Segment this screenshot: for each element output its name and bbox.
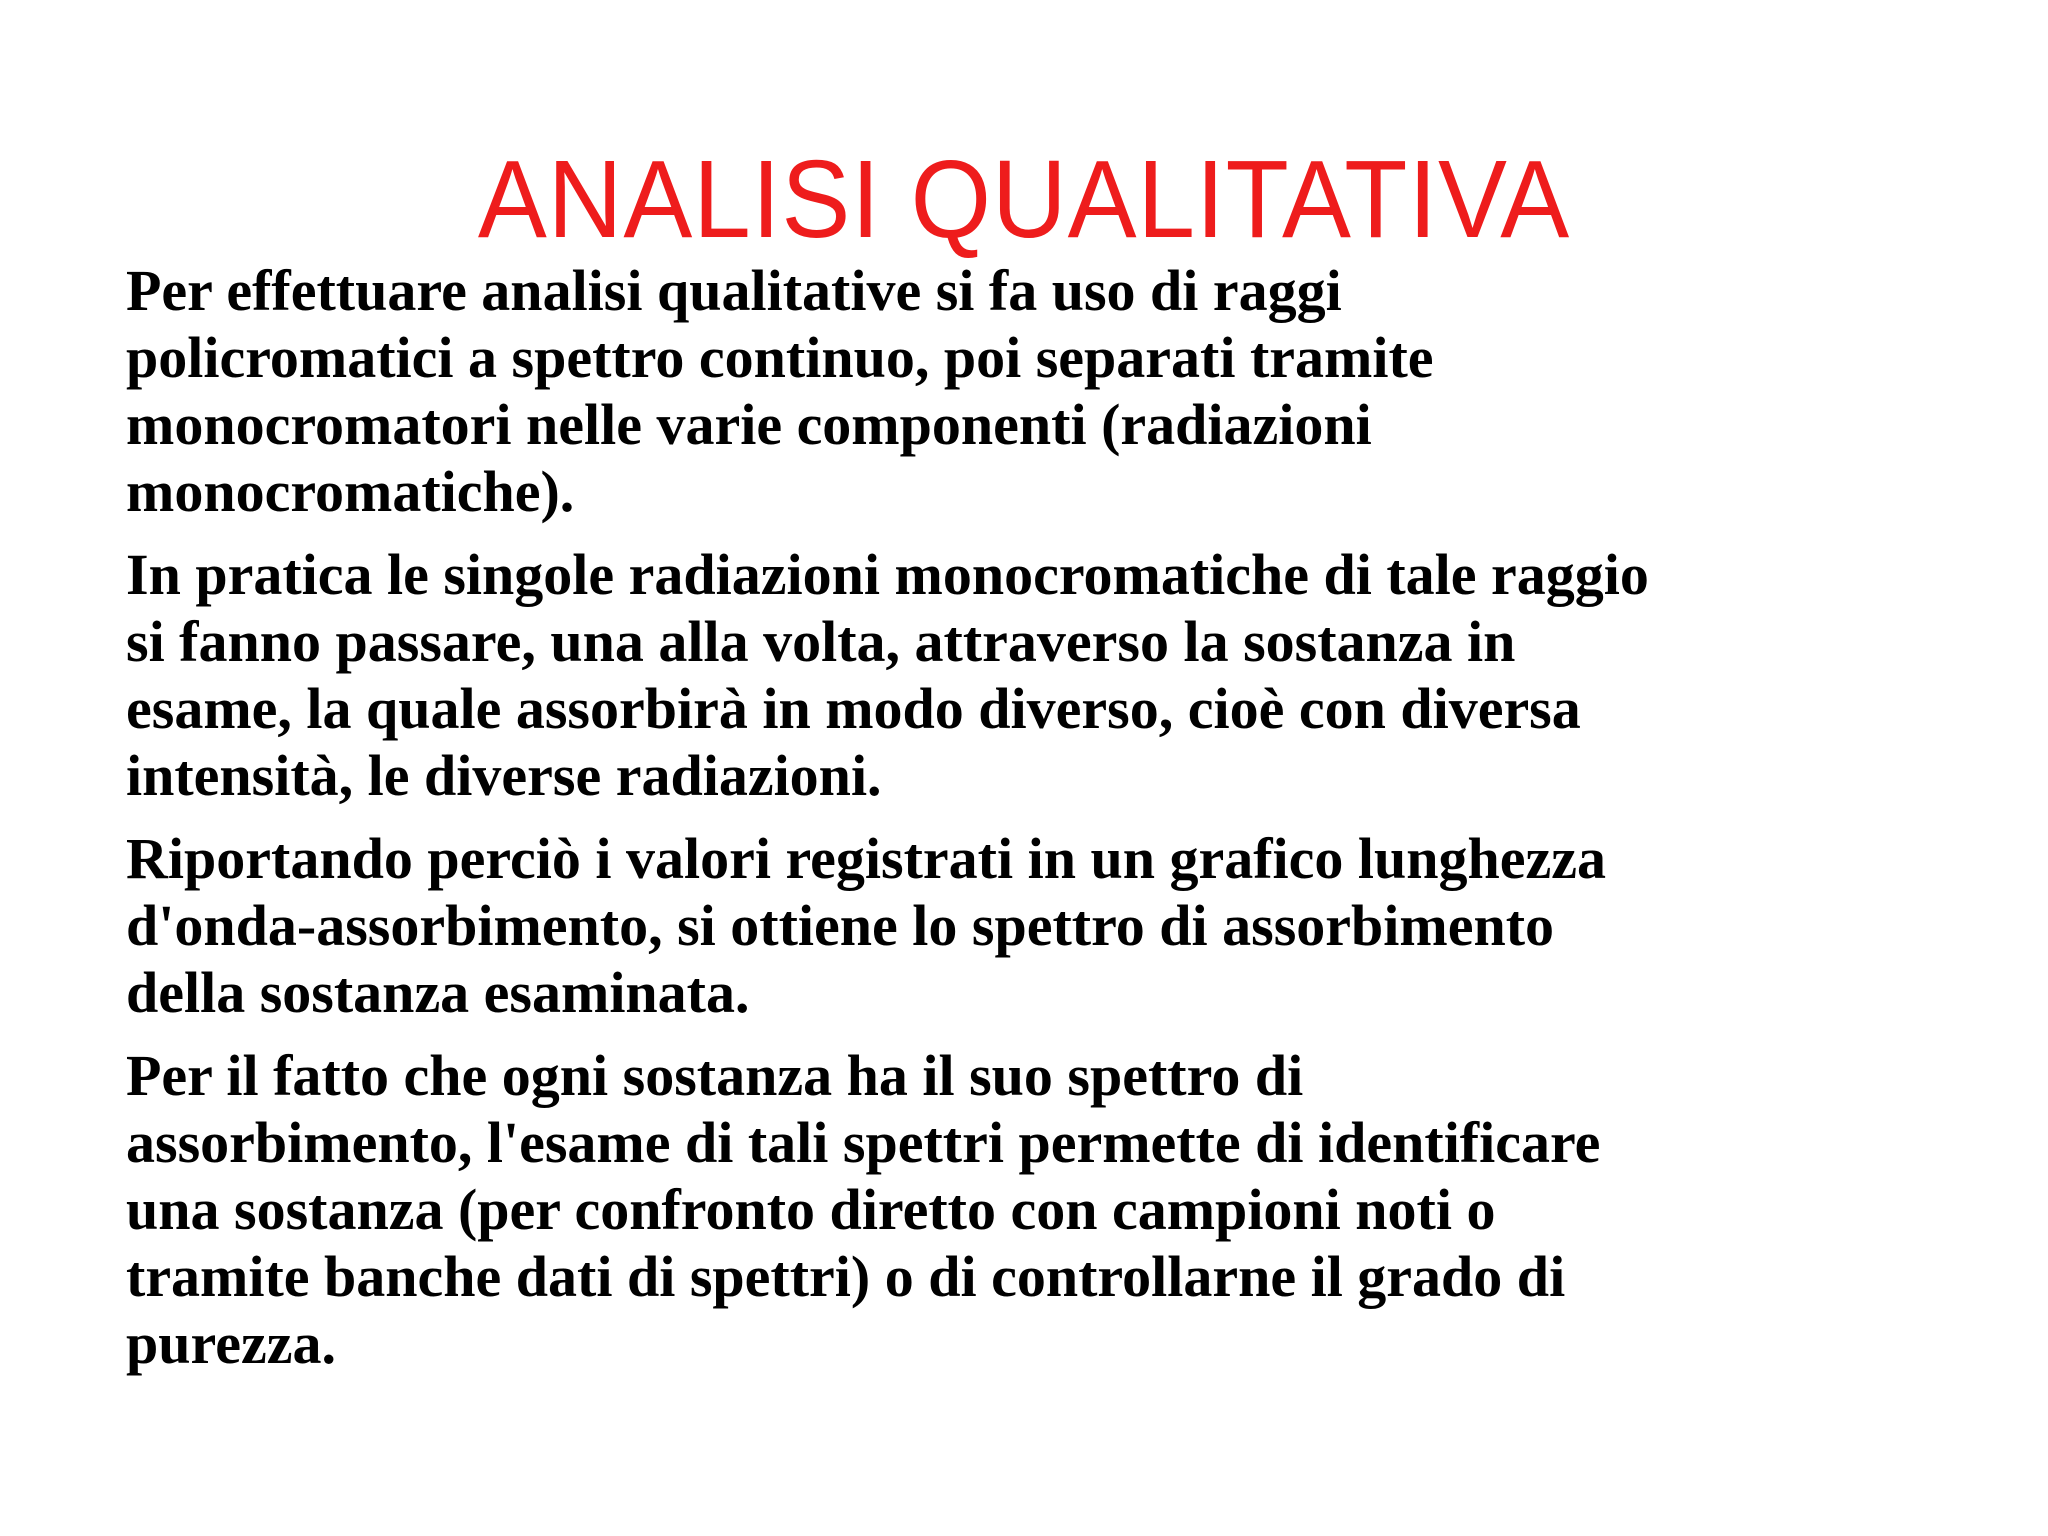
paragraph-line: In pratica le singole radiazioni monocromatiche di tale raggio: [126, 542, 1649, 607]
paragraph-line: intensità, le diverse radiazioni.: [126, 743, 882, 808]
paragraph-line: della sostanza esaminata.: [126, 960, 750, 1025]
paragraph-line: tramite banche dati di spettri) o di controllarne il grado di: [126, 1244, 1566, 1309]
paragraph-line: Per effettuare analisi qualitative si fa uso di raggi: [126, 258, 1342, 323]
paragraph-3: [126, 825, 2026, 1026]
paragraph-line: esame, la quale assorbirà in modo diverso, cioè con diversa: [126, 676, 1581, 741]
paragraph-line: si fanno passare, una alla volta, attraverso la sostanza in: [126, 609, 1516, 674]
paragraph-line: monocromatiche).: [126, 459, 575, 524]
paragraph-line: assorbimento, l'esame di tali spettri permette di identificare: [126, 1110, 1601, 1175]
paragraph-1: [126, 257, 2026, 525]
paragraph-4: [126, 1042, 2026, 1377]
paragraph-line: monocromatori nelle varie componenti (radiazioni: [126, 392, 1372, 457]
paragraph-line: policromatici a spettro continuo, poi separati tramite: [126, 325, 1434, 390]
paragraph-line: Per il fatto che ogni sostanza ha il suo spettro di: [126, 1043, 1304, 1108]
paragraph-line: una sostanza (per confronto diretto con campioni noti o: [126, 1177, 1496, 1242]
paragraph-line: d'onda-assorbimento, si ottiene lo spettro di assorbimento: [126, 893, 1555, 958]
slide-body: [126, 257, 2026, 1393]
slide-title: ANALISI QUALITATIVA: [477, 138, 1571, 261]
paragraph-line: Riportando perciò i valori registrati in un grafico lunghezza: [126, 826, 1606, 891]
paragraph-line: purezza.: [126, 1311, 336, 1376]
paragraph-2: [126, 541, 2026, 809]
